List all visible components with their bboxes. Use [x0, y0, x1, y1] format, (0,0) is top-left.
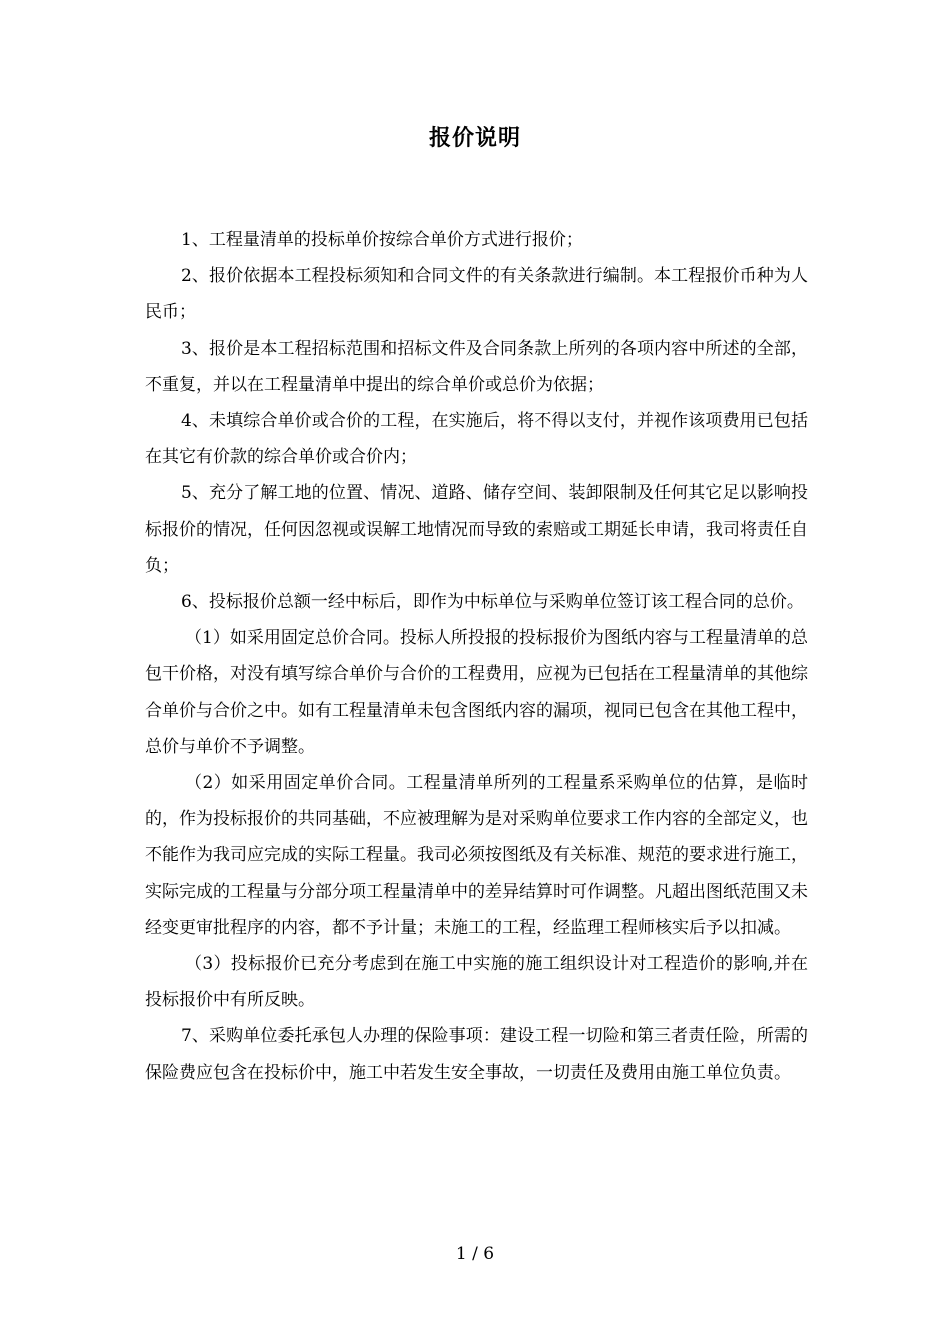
page-number: 1 / 6: [455, 1244, 495, 1264]
paragraph-7: 7、采购单位委托承包人办理的保险事项：建设工程一切险和第三者责任险，所需的保险费应包含在投标价中，施工中若发生安全事故，一切责任及费用由施工单位负责。: [145, 1026, 808, 1083]
paragraph-2: 2、报价依据本工程投标须知和合同文件的有关条款进行编制。本工程报价币种为人民币；: [145, 266, 808, 323]
paragraph-1: 1、工程量清单的投标单价按综合单价方式进行报价；: [181, 230, 583, 250]
sub-paragraph-6-3: （3）投标报价已充分考虑到在施工中实施的施工组织设计对工程造价的影响,并在投标报价中有所反映。: [145, 954, 808, 1011]
document-body: [145, 222, 808, 1091]
paragraph-4: 4、未填综合单价或合价的工程，在实施后，将不得以支付，并视作该项费用已包括在其它有价款的综合单价或合价内；: [145, 411, 808, 468]
sub-paragraph-6-1: （1）如采用固定总价合同。投标人所投报的投标报价为图纸内容与工程量清单的总包干价格，对没有填写综合单价与合价的工程费用，应视为已包括在工程量清单的其他综合单价与合价之中。如有工程量清单未包含图纸内容的漏项，视同已包含在其他工程中，总价与单价不予调整。: [145, 628, 808, 757]
document-title: 报价说明: [428, 125, 521, 151]
paragraph-6: 6、投标报价总额一经中标后，即作为中标单位与采购单位签订该工程合同的总价。: [181, 592, 804, 613]
sub-paragraph-6-2: （2）如采用固定单价合同。工程量清单所列的工程量系采购单位的估算，是临时的，作为投标报价的共同基础，不应被理解为是对采购单位要求工作内容的全部定义，也不能作为我司应完成的实际工程量。我司必须按图纸及有关标准、规范的要求进行施工，实际完成的工程量与分部分项工程量清单中的差异结算时可作调整。凡超出图纸范围又未经变更审批程序的内容，都不予计量；未施工的工程，经监理工程师核实后予以扣减。: [145, 773, 808, 938]
paragraph-3: 3、报价是本工程招标范围和招标文件及合同条款上所列的各项内容中所述的全部，不重复，并以在工程量清单中提出的综合单价或总价为依据；: [145, 338, 808, 395]
paragraph-5: 5、充分了解工地的位置、情况、道路、储存空间、装卸限制及任何其它足以影响投标报价的情况，任何因忽视或误解工地情况而导致的索赔或工期延长申请，我司将责任自负；: [145, 483, 808, 576]
